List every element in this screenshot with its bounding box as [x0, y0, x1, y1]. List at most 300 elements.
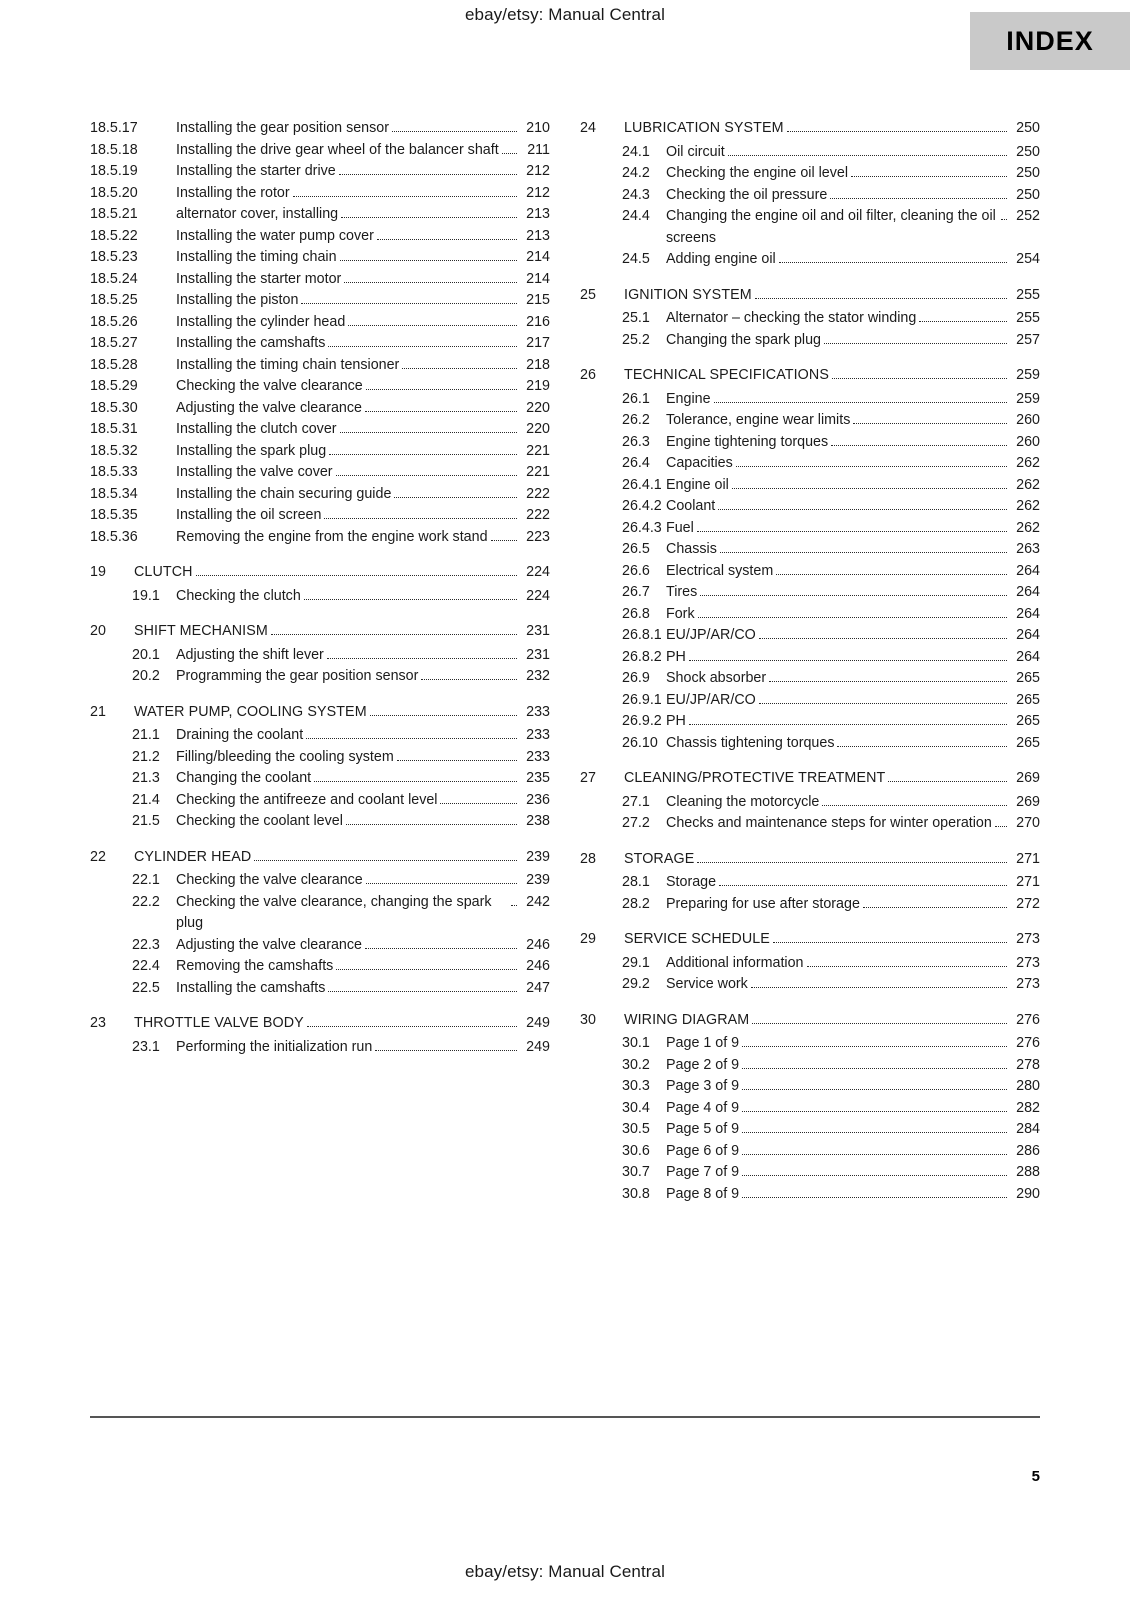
toc-entry-page: 255	[1016, 286, 1040, 303]
toc-leader-dots	[773, 942, 1007, 943]
toc-entry-row[interactable]	[90, 376, 550, 398]
toc-entry-body	[666, 1033, 1040, 1055]
toc-entry-row[interactable]	[90, 419, 550, 441]
toc-entry-page: 231	[526, 623, 550, 639]
toc-entry-body	[666, 733, 1040, 755]
toc-leader-dots	[336, 475, 517, 476]
toc-entry-row[interactable]	[90, 290, 550, 312]
toc-entry-number: 28.2	[622, 895, 650, 912]
toc-entry-page: 249	[526, 1038, 550, 1055]
toc-column-left	[90, 118, 550, 1205]
toc-leader-dots	[293, 196, 517, 197]
toc-entry-row[interactable]	[90, 247, 550, 269]
toc-entry-page: 270	[1016, 815, 1040, 831]
toc-entry-row[interactable]	[580, 142, 1040, 164]
toc-entry-title: Coolant	[666, 498, 716, 514]
toc-entry-page: 232	[526, 668, 550, 684]
toc-entry-row[interactable]	[90, 935, 550, 957]
toc-entry-row[interactable]	[90, 333, 550, 355]
toc-entry-number: 29	[580, 931, 596, 947]
toc-entry-title: STORAGE	[624, 850, 695, 867]
toc-entry-title: Checking the engine oil level	[666, 165, 849, 181]
toc-leader-dots	[728, 155, 1007, 156]
toc-entry-body	[176, 666, 550, 688]
toc-entry-row[interactable]	[580, 604, 1040, 626]
toc-entry-page: 239	[526, 848, 550, 865]
toc-entry-number: 22.5	[132, 979, 160, 996]
toc-leader-dots	[824, 343, 1007, 344]
toc-chapter-row[interactable]	[90, 702, 550, 724]
toc-leader-dots	[365, 411, 517, 412]
toc-entry-row[interactable]	[90, 140, 550, 162]
toc-entry-title: CLUTCH	[134, 564, 193, 580]
toc-entry-body	[666, 1141, 1040, 1163]
toc-leader-dots	[306, 738, 517, 739]
toc-entry-page: 265	[1016, 670, 1040, 686]
toc-entry-title: Adjusting the shift lever	[176, 646, 324, 663]
toc-entry-row[interactable]	[580, 711, 1040, 733]
toc-entry-title: Installing the cylinder head	[176, 313, 346, 330]
toc-entry-row[interactable]	[90, 811, 550, 833]
toc-entry-row[interactable]	[580, 432, 1040, 454]
toc-entry-number: 18.5.22	[90, 227, 138, 244]
toc-entry-row[interactable]	[580, 733, 1040, 755]
toc-entry-title: WATER PUMP, COOLING SYSTEM	[134, 703, 367, 720]
toc-entry-page: 236	[526, 791, 550, 808]
toc-entry-number: 18.5.35	[90, 507, 138, 523]
toc-entry-row[interactable]	[90, 462, 550, 484]
toc-entry-body	[176, 978, 550, 1000]
toc-entry-row[interactable]	[90, 441, 550, 463]
toc-entry-page: 272	[1016, 895, 1040, 912]
toc-leader-dots	[787, 131, 1007, 132]
toc-entry-body	[134, 847, 550, 869]
toc-entry-row[interactable]	[90, 226, 550, 248]
toc-entry-number: 30.5	[622, 1121, 650, 1137]
toc-entry-number: 30.7	[622, 1164, 650, 1180]
toc-entry-row[interactable]	[90, 725, 550, 747]
toc-entry-title: Installing the camshafts	[176, 335, 326, 351]
toc-leader-dots	[314, 781, 517, 782]
toc-entry-row[interactable]	[580, 1162, 1040, 1184]
toc-entry-title: Page 2 of 9	[666, 1056, 740, 1073]
toc-entry-number: 18.5.36	[90, 528, 138, 545]
toc-entry-body	[624, 849, 1040, 871]
toc-entry-row[interactable]	[580, 1076, 1040, 1098]
toc-entry-number: 26.3	[622, 433, 650, 450]
toc-entry-title: Page 7 of 9	[666, 1164, 740, 1180]
toc-entry-body	[176, 140, 550, 162]
toc-entry-title: Engine oil	[666, 476, 729, 493]
toc-entry-body	[176, 935, 550, 957]
toc-entry-title: Programming the gear position sensor	[176, 668, 419, 684]
toc-entry-body	[176, 811, 550, 833]
toc-entry-title: Adding engine oil	[666, 251, 776, 267]
toc-entry-body	[176, 247, 550, 269]
toc-chapter-row[interactable]	[580, 929, 1040, 951]
toc-entry-page: 262	[1016, 498, 1040, 514]
toc-leader-dots	[832, 378, 1007, 379]
toc-entry-body	[666, 625, 1040, 647]
toc-leader-dots	[397, 760, 517, 761]
toc-entry-title: Adjusting the valve clearance	[176, 936, 362, 953]
toc-entry-number: 24.5	[622, 251, 650, 267]
toc-entry-number: 19.1	[132, 587, 160, 604]
toc-chapter-row[interactable]	[90, 847, 550, 869]
toc-entry-number: 26.4	[622, 455, 650, 471]
toc-entry-page: 263	[1016, 541, 1040, 557]
toc-leader-dots	[830, 198, 1007, 199]
toc-entry-title: LUBRICATION SYSTEM	[624, 120, 784, 136]
toc-leader-dots	[863, 907, 1007, 908]
toc-entry-number: 26.10	[622, 734, 658, 751]
toc-entry-page: 216	[526, 313, 550, 330]
toc-entry-row[interactable]	[90, 892, 550, 935]
toc-entry-number: 26.2	[622, 412, 650, 428]
toc-chapter-row[interactable]	[580, 285, 1040, 307]
toc-entry-page: 264	[1016, 648, 1040, 665]
toc-entry-title: Installing the valve cover	[176, 464, 333, 480]
toc-entry-row[interactable]	[580, 1141, 1040, 1163]
toc-leader-dots	[375, 1050, 517, 1051]
toc-entry-page: 224	[526, 564, 550, 580]
toc-leader-dots	[732, 488, 1007, 489]
toc-entry-title: Preparing for use after storage	[666, 895, 860, 912]
toc-entry-row[interactable]	[580, 330, 1040, 352]
toc-entry-title: Installing the piston	[176, 292, 299, 308]
toc-entry-body	[666, 1162, 1040, 1184]
toc-entry-page: 262	[1016, 455, 1040, 471]
toc-entry-title: Installing the drive gear wheel of the balancer shaft	[176, 141, 499, 158]
toc-entry-number: 18.5.25	[90, 292, 138, 308]
toc-entry-title: PH	[666, 648, 686, 665]
toc-entry-number: 18.5.30	[90, 399, 138, 416]
toc-entry-page: 222	[526, 507, 550, 523]
toc-entry-row[interactable]	[580, 792, 1040, 814]
toc-entry-title: Checking the valve clearance	[176, 872, 363, 888]
toc-leader-dots	[348, 325, 517, 326]
toc-entry-row[interactable]	[90, 978, 550, 1000]
toc-entry-page: 265	[1016, 713, 1040, 729]
toc-leader-dots	[776, 574, 1007, 575]
toc-leader-dots	[700, 595, 1007, 596]
toc-entry-number: 20.2	[132, 668, 160, 684]
toc-leader-dots	[759, 703, 1007, 704]
toc-chapter-row[interactable]	[90, 562, 550, 584]
toc-entry-page: 260	[1016, 433, 1040, 450]
toc-entry-page: 211	[527, 141, 550, 158]
toc-entry-row[interactable]	[90, 204, 550, 226]
toc-entry-row[interactable]	[580, 647, 1040, 669]
toc-entry-title: Tires	[666, 584, 698, 600]
toc-entry-row[interactable]	[90, 183, 550, 205]
toc-entry-row[interactable]	[90, 956, 550, 978]
toc-entry-body	[624, 768, 1040, 790]
toc-entry-title: Capacities	[666, 455, 733, 471]
toc-entry-number: 26.9.2	[622, 713, 662, 729]
toc-entry-page: 239	[526, 872, 550, 888]
toc-leader-dots	[511, 905, 517, 906]
toc-entry-number: 22.4	[132, 958, 160, 974]
toc-entry-row[interactable]	[90, 355, 550, 377]
toc-entry-title: Storage	[666, 874, 717, 890]
toc-entry-body	[624, 365, 1040, 387]
toc-entry-row[interactable]	[580, 813, 1040, 835]
toc-entry-title: Checking the clutch	[176, 587, 301, 604]
toc-entry-row[interactable]	[580, 410, 1040, 432]
toc-entry-row[interactable]	[580, 668, 1040, 690]
toc-entry-number: 24	[580, 120, 596, 136]
toc-entry-title: Changing the engine oil and oil filter, cleaning the oil screens	[666, 208, 996, 246]
toc-entry-row[interactable]	[580, 206, 1040, 249]
toc-entry-row[interactable]	[580, 1055, 1040, 1077]
toc-entry-row[interactable]	[90, 269, 550, 291]
toc-entry-row[interactable]	[90, 312, 550, 334]
toc-entry-number: 21.2	[132, 748, 160, 765]
toc-entry-page: 259	[1016, 390, 1040, 407]
toc-entry-body	[666, 604, 1040, 626]
toc-entry-body	[666, 389, 1040, 411]
toc-leader-dots	[440, 803, 517, 804]
toc-entry-number: 30.3	[622, 1078, 650, 1094]
toc-entry-row[interactable]	[90, 645, 550, 667]
toc-column-right	[580, 118, 1040, 1205]
toc-entry-title: Alternator – checking the stator winding	[666, 310, 917, 326]
toc-leader-dots	[698, 617, 1007, 618]
toc-entry-body	[666, 582, 1040, 604]
toc-entry-title: Installing the starter drive	[176, 163, 336, 179]
page-number: 5	[1031, 1468, 1040, 1485]
toc-entry-number: 21	[90, 703, 106, 720]
toc-entry-title: Engine	[666, 390, 711, 407]
toc-entry-page: 254	[1016, 251, 1040, 267]
toc-entry-title: Electrical system	[666, 562, 774, 579]
toc-entry-page: 249	[526, 1015, 550, 1031]
toc-entry-page: 215	[526, 292, 550, 308]
toc-entry-row[interactable]	[90, 768, 550, 790]
toc-chapter-row[interactable]	[580, 768, 1040, 790]
toc-entry-page: 257	[1016, 331, 1040, 348]
toc-chapter-row[interactable]	[580, 849, 1040, 871]
toc-entry-body	[176, 870, 550, 892]
toc-leader-dots	[339, 174, 517, 175]
toc-entry-number: 18.5.19	[90, 163, 138, 179]
toc-entry-title: Additional information	[666, 954, 804, 971]
toc-entry-row[interactable]	[580, 475, 1040, 497]
toc-entry-row[interactable]	[580, 539, 1040, 561]
toc-entry-title: Tolerance, engine wear limits	[666, 412, 851, 428]
toc-entry-number: 30.2	[622, 1056, 650, 1073]
toc-entry-title: CYLINDER HEAD	[134, 848, 252, 865]
toc-entry-body	[666, 539, 1040, 561]
toc-entry-title: Performing the initialization run	[176, 1038, 373, 1055]
toc-entry-body	[666, 496, 1040, 518]
toc-entry-row[interactable]	[580, 690, 1040, 712]
toc-entry-number: 18.5.17	[90, 120, 138, 136]
toc-leader-dots	[366, 883, 517, 884]
toc-entry-page: 246	[526, 958, 550, 974]
toc-entry-row[interactable]	[90, 586, 550, 608]
toc-leader-dots	[392, 131, 517, 132]
toc-entry-number: 21.3	[132, 770, 160, 786]
toc-entry-row[interactable]	[580, 185, 1040, 207]
toc-entry-row[interactable]	[90, 527, 550, 549]
toc-leader-dots	[341, 217, 517, 218]
toc-entry-row[interactable]	[580, 249, 1040, 271]
toc-entry-row[interactable]	[90, 1037, 550, 1059]
toc-entry-page: 290	[1016, 1185, 1040, 1202]
toc-entry-number: 25	[580, 286, 596, 303]
toc-entry-body	[176, 312, 550, 334]
toc-entry-number: 24.1	[622, 143, 650, 160]
toc-chapter-row[interactable]	[90, 1013, 550, 1035]
toc-entry-number: 26.6	[622, 562, 650, 579]
toc-entry-row[interactable]	[580, 872, 1040, 894]
toc-entry-row[interactable]	[580, 518, 1040, 540]
toc-entry-row[interactable]	[580, 163, 1040, 185]
toc-entry-number: 25.2	[622, 331, 650, 348]
toc-entry-body	[134, 562, 550, 584]
toc-entry-title: EU/JP/AR/CO	[666, 627, 756, 643]
toc-entry-body	[666, 872, 1040, 894]
toc-leader-dots	[301, 303, 517, 304]
toc-entry-title: Installing the timing chain tensioner	[176, 356, 400, 373]
toc-entry-page: 238	[526, 813, 550, 829]
toc-leader-dots	[196, 575, 517, 576]
toc-entry-row[interactable]	[580, 582, 1040, 604]
toc-entry-number: 30.1	[622, 1035, 650, 1051]
toc-chapter-row[interactable]	[90, 621, 550, 643]
toc-entry-row[interactable]	[90, 666, 550, 688]
toc-entry-page: 271	[1016, 850, 1040, 867]
toc-entry-row[interactable]	[580, 1098, 1040, 1120]
toc-leader-dots	[718, 509, 1007, 510]
toc-leader-dots	[502, 153, 517, 154]
toc-entry-row[interactable]	[580, 974, 1040, 996]
toc-entry-page: 219	[526, 378, 550, 394]
toc-entry-title: SERVICE SCHEDULE	[624, 931, 770, 947]
toc-entry-body	[176, 441, 550, 463]
toc-entry-title: Installing the oil screen	[176, 507, 322, 523]
toc-entry-number: 18.5.26	[90, 313, 138, 330]
toc-entry-title: Installing the timing chain	[176, 249, 337, 265]
toc-entry-number: 18.5.29	[90, 378, 138, 394]
toc-entry-row[interactable]	[580, 389, 1040, 411]
toc-entry-number: 19	[90, 564, 106, 580]
toc-entry-number: 18.5.20	[90, 184, 138, 201]
toc-entry-body	[666, 518, 1040, 540]
toc-entry-row[interactable]	[90, 870, 550, 892]
toc-entry-number: 22.1	[132, 872, 160, 888]
toc-entry-row[interactable]	[580, 1033, 1040, 1055]
toc-entry-title: Installing the starter motor	[176, 270, 342, 287]
toc-entry-title: Fork	[666, 605, 695, 622]
toc-entry-body	[624, 285, 1040, 307]
toc-entry-row[interactable]	[90, 118, 550, 140]
toc-entry-row[interactable]	[580, 453, 1040, 475]
toc-leader-dots	[714, 402, 1007, 403]
toc-entry-body	[176, 645, 550, 667]
toc-entry-body	[666, 185, 1040, 207]
toc-entry-body	[176, 204, 550, 226]
toc-leader-dots	[402, 368, 517, 369]
toc-columns	[90, 118, 1040, 1205]
toc-entry-body	[666, 249, 1040, 271]
toc-entry-body	[666, 163, 1040, 185]
toc-entry-number: 18.5.21	[90, 206, 138, 222]
toc-entry-number: 26	[580, 367, 596, 383]
toc-entry-page: 259	[1016, 367, 1040, 383]
toc-entry-body	[176, 419, 550, 441]
toc-entry-title: WIRING DIAGRAM	[624, 1011, 750, 1028]
toc-entry-page: 213	[526, 206, 550, 222]
toc-entry-row[interactable]	[580, 953, 1040, 975]
toc-leader-dots	[697, 862, 1007, 863]
toc-entry-number: 24.3	[622, 186, 650, 203]
toc-entry-row[interactable]	[90, 484, 550, 506]
toc-entry-number: 26.4.1	[622, 476, 662, 493]
toc-entry-number: 27.2	[622, 815, 650, 831]
toc-leader-dots	[689, 660, 1007, 661]
toc-entry-page: 264	[1016, 562, 1040, 579]
toc-entry-number: 26.8	[622, 605, 650, 622]
toc-entry-page: 213	[526, 227, 550, 244]
toc-entry-page: 224	[526, 587, 550, 604]
toc-entry-title: Service work	[666, 976, 748, 992]
toc-entry-body	[176, 269, 550, 291]
toc-entry-title: Page 6 of 9	[666, 1142, 740, 1159]
toc-entry-row[interactable]	[90, 790, 550, 812]
toc-entry-row[interactable]	[580, 308, 1040, 330]
toc-entry-title: Checking the coolant level	[176, 813, 343, 829]
toc-entry-row[interactable]	[90, 161, 550, 183]
toc-entry-number: 26.4.3	[622, 519, 662, 536]
toc-entry-body	[176, 355, 550, 377]
toc-entry-body	[666, 668, 1040, 690]
toc-entry-title: Draining the coolant	[176, 727, 304, 743]
toc-leader-dots	[919, 321, 1007, 322]
toc-entry-page: 269	[1016, 793, 1040, 810]
toc-entry-row[interactable]	[90, 505, 550, 527]
toc-chapter-row[interactable]	[580, 1010, 1040, 1032]
toc-entry-title: Removing the camshafts	[176, 958, 334, 974]
toc-leader-dots	[742, 1046, 1007, 1047]
toc-entry-row[interactable]	[580, 1184, 1040, 1206]
toc-chapter-row[interactable]	[580, 118, 1040, 140]
toc-entry-row[interactable]	[90, 747, 550, 769]
toc-entry-page: 250	[1016, 165, 1040, 181]
toc-entry-row[interactable]	[90, 398, 550, 420]
toc-chapter-row[interactable]	[580, 365, 1040, 387]
toc-entry-row[interactable]	[580, 625, 1040, 647]
toc-entry-body	[176, 226, 550, 248]
toc-entry-number: 18.5.27	[90, 335, 138, 351]
toc-entry-title: Changing the coolant	[176, 770, 312, 786]
toc-entry-body	[666, 561, 1040, 583]
toc-entry-page: 223	[526, 528, 550, 545]
toc-entry-page: 222	[526, 485, 550, 502]
toc-entry-row[interactable]	[580, 894, 1040, 916]
toc-entry-row[interactable]	[580, 561, 1040, 583]
toc-entry-page: 212	[526, 184, 550, 201]
toc-leader-dots	[346, 824, 517, 825]
toc-entry-title: Oil circuit	[666, 143, 725, 160]
toc-entry-row[interactable]	[580, 496, 1040, 518]
toc-entry-title: Installing the clutch cover	[176, 421, 337, 437]
toc-entry-row[interactable]	[580, 1119, 1040, 1141]
toc-entry-body	[666, 1076, 1040, 1098]
toc-leader-dots	[752, 1023, 1007, 1024]
